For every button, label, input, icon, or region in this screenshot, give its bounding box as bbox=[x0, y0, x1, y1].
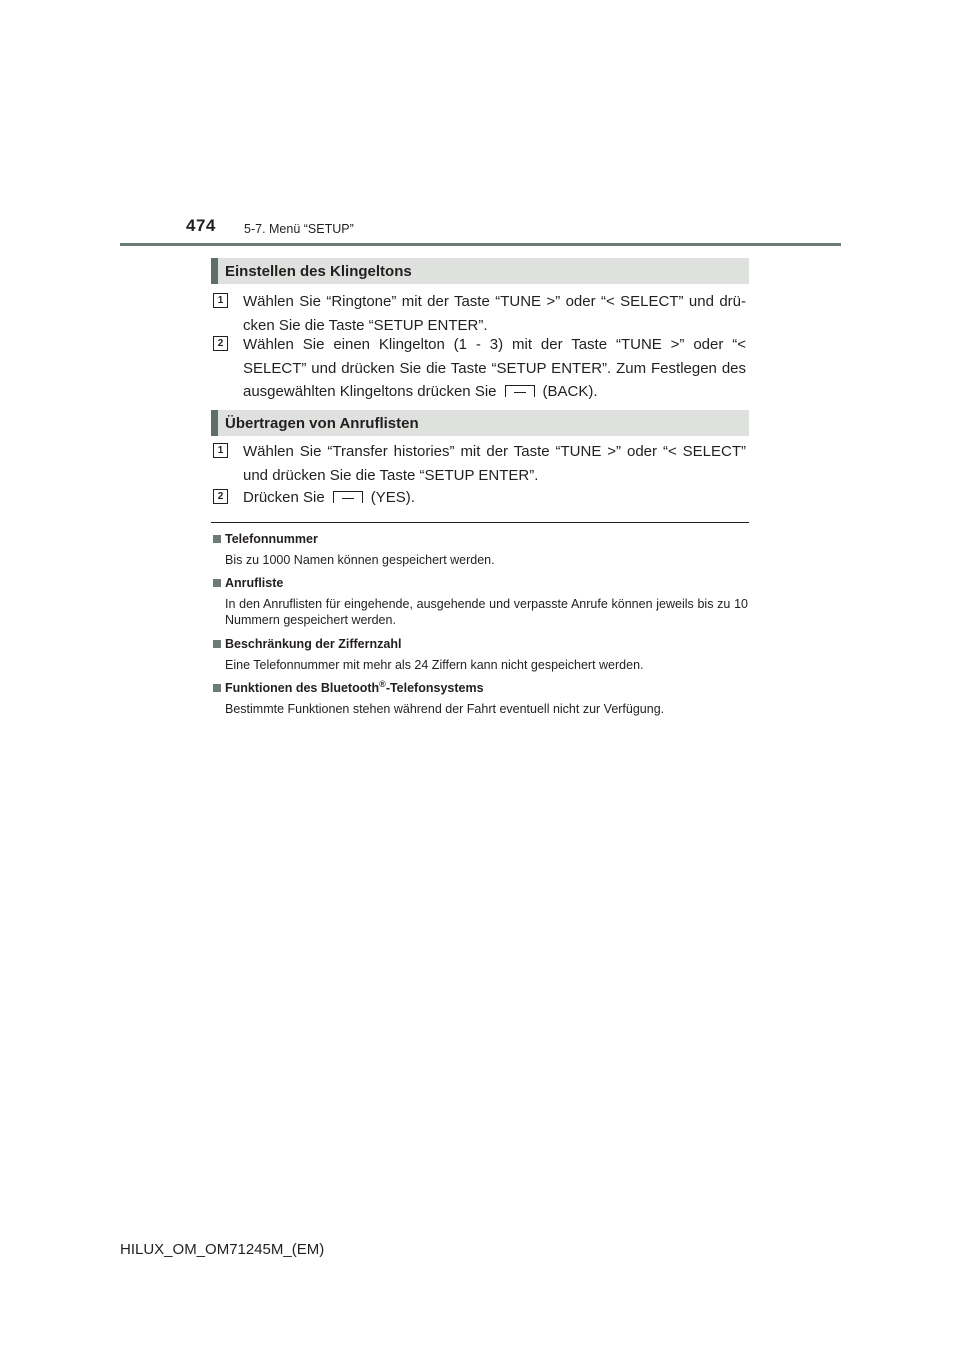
note-body: Bestimmte Funktionen stehen während der Fahrt eventuell nicht zur Verfügung. bbox=[225, 702, 665, 716]
note-title-text: Telefonnummer bbox=[225, 532, 318, 546]
square-bullet-icon bbox=[213, 535, 221, 543]
note-item bbox=[213, 531, 748, 568]
step-text: Wählen Sie “Ringtone” mit der Taste “TUNE >” oder “< SELECT” und drü-cken Sie die Taste “SETUP ENTER”. bbox=[243, 293, 746, 334]
section-heading-call-history bbox=[211, 410, 749, 436]
step-number: 2 bbox=[213, 489, 228, 504]
step-number: 2 bbox=[213, 336, 228, 351]
step-item bbox=[213, 333, 746, 404]
note-title-text: Funktionen des Bluetooth bbox=[225, 681, 380, 695]
section-heading-ringtone bbox=[211, 258, 749, 284]
step-text-part: (BACK). bbox=[542, 383, 598, 400]
step-number: 1 bbox=[213, 293, 228, 308]
yes-button-icon[interactable] bbox=[333, 491, 363, 503]
square-bullet-icon bbox=[213, 684, 221, 692]
back-button-icon[interactable] bbox=[505, 385, 535, 397]
step-text bbox=[243, 486, 746, 510]
note-title bbox=[213, 680, 748, 697]
footer-doc-id: HILUX_OM_OM71245M_(EM) bbox=[120, 1241, 325, 1258]
square-bullet-icon bbox=[213, 579, 221, 587]
note-item bbox=[213, 575, 748, 628]
note-title bbox=[213, 636, 748, 653]
note-title bbox=[213, 575, 748, 592]
registered-mark: ® bbox=[379, 678, 386, 689]
step-item bbox=[213, 290, 746, 337]
note-body: Eine Telefonnummer mit mehr als 24 Ziffern kann nicht gespeichert werden. bbox=[225, 658, 644, 672]
step-item bbox=[213, 440, 746, 487]
step-text-part: Wählen Sie einen Klingelton (1 - 3) mit der Taste “TUNE >” oder “< SELECT” und drücken Sie die Taste “SETUP ENTER”. Zum Festlegen des ausgewählten Klingeltons drücken Sie bbox=[243, 336, 746, 400]
note-title-text: Beschränkung der Ziffernzahl bbox=[225, 637, 402, 651]
note-title-text: Anrufliste bbox=[225, 576, 284, 590]
section-reference: 5-7. Menü “SETUP” bbox=[244, 222, 354, 236]
step-text-part: (YES). bbox=[370, 489, 415, 506]
section-heading-text: Übertragen von Anruflisten bbox=[225, 414, 419, 432]
step-text: Wählen Sie “Transfer histories” mit der Taste “TUNE >” oder “< SELECT” und drücken Sie die Taste “SETUP ENTER”. bbox=[243, 443, 746, 484]
step-item bbox=[213, 486, 746, 510]
step-text bbox=[243, 333, 746, 404]
note-item bbox=[213, 636, 748, 673]
note-body: In den Anruflisten für eingehende, ausgehende und verpasste Anrufe können jeweils bis zu 10 Nummern gespeichert werden. bbox=[225, 597, 748, 627]
header-rule bbox=[120, 243, 841, 246]
note-title-text: -Telefonsystems bbox=[385, 681, 484, 695]
section-heading-text: Einstellen des Klingeltons bbox=[225, 262, 412, 280]
note-body: Bis zu 1000 Namen können gespeichert werden. bbox=[225, 553, 495, 567]
notes-divider bbox=[211, 522, 749, 523]
note-title bbox=[213, 531, 748, 548]
step-text-part: Drücken Sie bbox=[243, 489, 325, 506]
square-bullet-icon bbox=[213, 640, 221, 648]
note-item bbox=[213, 680, 748, 717]
step-number: 1 bbox=[213, 443, 228, 458]
page-number: 474 bbox=[186, 216, 216, 235]
